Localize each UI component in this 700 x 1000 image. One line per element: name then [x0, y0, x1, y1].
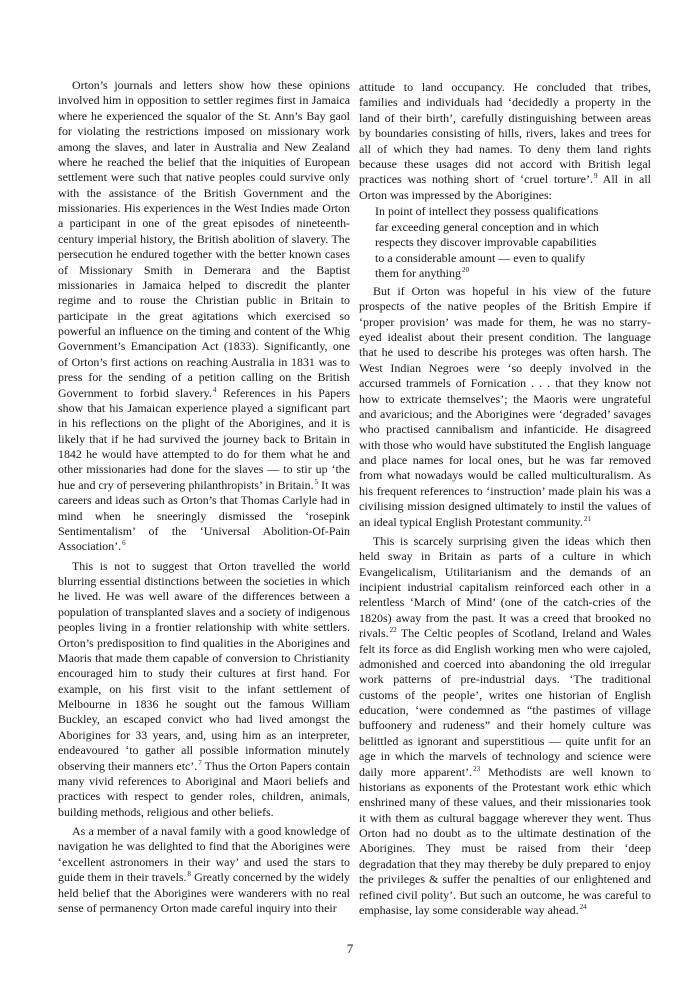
quote-line: far exceeding general conception and in which	[375, 219, 599, 234]
text-run: attitude to land occupancy. He concluded that tribes, families and individuals had ‘decidedly a property in the land of their birth’, carefully distinguishing between areas by boundaries consisting of hills, rivers, lakes and trees for all of which they had names. To deny them land rights because these usages did not accord with British legal practices was nothing short of ‘cruel torture’.	[359, 80, 651, 187]
block-quote	[375, 204, 637, 282]
paragraph-p6	[359, 534, 651, 918]
quote-line: respects they discover improvable capabilities	[375, 235, 597, 250]
paragraph-p5	[359, 284, 651, 530]
text-run: But if Orton was hopeful in his view of the future prospects of the native peoples of the British Empire if ‘proper provision’ was made for them, he was no starry-eyed idealist about their present condition. The language that he used to describe his proteges was often harsh. The West Indian Negroes were ‘so deeply involved in the accursed trammels of Fornication . . . that they know not how to extricate themselves’; the Maoris were ungrateful and avaricious; and the Aborigines were ‘degraded’ savages who practised cannibalism and infanticide. He disagreed with those who would have substituted the English language and place names for local ones, but he was far removed from what nowadays would be called multiculturalism. As his frequent references to ‘instruction’ made plain his was a civilising mission designed ultimately to instil the values of an ideal typical English Protestant community.	[359, 283, 651, 529]
right-column-bottom	[359, 284, 651, 918]
text-run: Orton’s journals and letters show how these opinions involved him in opposition to settler regimes first in Jamaica where he experienced the squalor of the St. Ann’s Bay gaol for violating the restrictions imposed on missionary work among the slaves, and later in Australia and New Zealand where he reached the belief that the iniquities of European settlement were such that native peoples could survive only with the assistance of the British Government and the missionaries. His experiences in the West Indies made Orton a participant in one of the great episodes of nineteenth-century imperial history, the British abolition of slavery. The persecution he endured together with the better known cases of Missionary Smith in Demerara and the Baptist missionaries in Jamaica helped to discredit the planter regime and to rouse the Christian public in Britain to participate in the great agitations which exercised so powerful an influence on the timing and content of the Whig Government’s Emancipation Act (1833). Significantly, one of Orton’s first actions on reaching Australia in 1831 was to press for the sending of a petition calling on the British Government to forbid slavery.	[58, 78, 350, 400]
paragraph-p4	[359, 80, 651, 203]
text-run: The Celtic peoples of Scotland, Ireland and Wales felt its force as did English working men who were cajoled, admonished and coerced into abandoning the old irregular work patterns of pre-industrial days. ‘The traditional customs of the people’, writes one historian of English education, ‘were condemned as “the pastimes of village buffoonery and rudeness” and their homely culture was belittled as ignorant and superstitious — quite unfit for an age in which the marvels of technology and science were daily more apparent’.	[359, 626, 651, 779]
text-run: It was careers and ideas such as Orton’s that Thomas Carlyle had in mind when he sneeringly dismissed the ‘rosepink Sentimentalism’ of the ‘Universal Abolition-Of-Pain Association’.	[58, 477, 351, 554]
footnote-marker: 24	[579, 902, 587, 911]
quote-last-line: them for anything	[375, 266, 461, 281]
text-run: Methodists are well known to historians as exponents of the Protestant work ethic which enshrined many of these values, and their missionaries took it with them as cultural baggage wherever they went. Thus Orton had no doubt as to the ultimate destination of the Aborigines. They must be raised from their ‘deep degradation that they may thereby be duly prepared to enjoy the privileges & suffer the penalties of our enlightened and refined civil polity’. But such an outcome, he was careful to emphasise, lay some considerable way ahead.	[359, 764, 651, 917]
footnote-marker: 5	[314, 477, 319, 486]
quote-line	[375, 266, 637, 282]
footnote-marker: 9	[593, 172, 598, 181]
text-run: References in his Papers show that his Jamaican experience played a significant part in his reflections on the plight of the Aborigines, and it is likely that if he had survived the journey back to Britain in 1842 he would have attempted to do for them what he and other missionaries had done for the slaves — to stir up ‘the hue and cry of persevering philanthropists’ in Britain.	[58, 385, 350, 492]
footnote-marker: 6	[122, 539, 126, 548]
page-number: 7	[346, 941, 354, 956]
footnote-marker: 21	[583, 514, 591, 523]
text-run: As a member of a naval family with a good knowledge of navigation he was delighted to find that the Aborigines were ‘excellent astronomers in their way’ and used the stars to guide them in their travels.	[58, 824, 350, 885]
text-run: This is not to suggest that Orton travelled the world blurring essential distinctions between the societies in which he lived. He was well aware of the differences between a population of transplanted slaves and a society of indigenous peoples living in a frontier relationship with white settlers. Orton’s predisposition to find qualities in the Aborigines and Maoris that made them capable of conversion to Christianity encouraged him to study their cultures at first hand. For example, on his first visit to the infant settlement of Melbourne in 1836 he sought out the famous William Buckley, an escaped convict who had lived amongst the Aborigines for 33 years, and, using him as an interpreter, endeavoured ‘to gather all possible information minutely observing their manners etc’.	[58, 558, 350, 773]
paragraph-p2	[58, 559, 350, 820]
footnote-marker: 7	[198, 758, 202, 767]
left-column	[58, 78, 350, 916]
right-column-top	[359, 80, 651, 203]
text-run: Greatly concerned by the widely held belief that the Aborigines were wanderers with no real sense of permanency Orton made careful inquiry into their	[58, 870, 350, 915]
text-run: This is scarcely surprising given the ideas which then held sway in Britain as parts of a culture in which Evangelicalism, Utilitarianism and the demands of an incipient industrial capitalism reinforced each other in a relentless ‘March of Mind’ (one of the catch-cries of the 1820s) away from the past. It was a creed that brooked no rivals.	[359, 533, 651, 641]
paragraph-p1	[58, 78, 350, 555]
footnote-marker: 4	[212, 385, 217, 394]
paragraph-p3	[58, 824, 350, 916]
quote-line: to a considerable amount — even to qualify	[375, 250, 586, 265]
footnote-marker: 23	[473, 764, 481, 773]
footnote-marker: 20	[461, 266, 469, 275]
footnote-marker: 8	[187, 870, 191, 879]
text-run: Thus the Orton Papers contain many vivid references to Aboriginal and Maori beliefs and practices with respect to gender roles, children, animals, building methods, religious and other beliefs.	[58, 758, 350, 819]
right-column	[359, 80, 651, 918]
text-run: All in all Orton was impressed by the Aborigines:	[359, 172, 651, 202]
quote-line: In point of intellect they possess qualifications	[375, 204, 599, 218]
footnote-marker: 22	[389, 626, 397, 635]
